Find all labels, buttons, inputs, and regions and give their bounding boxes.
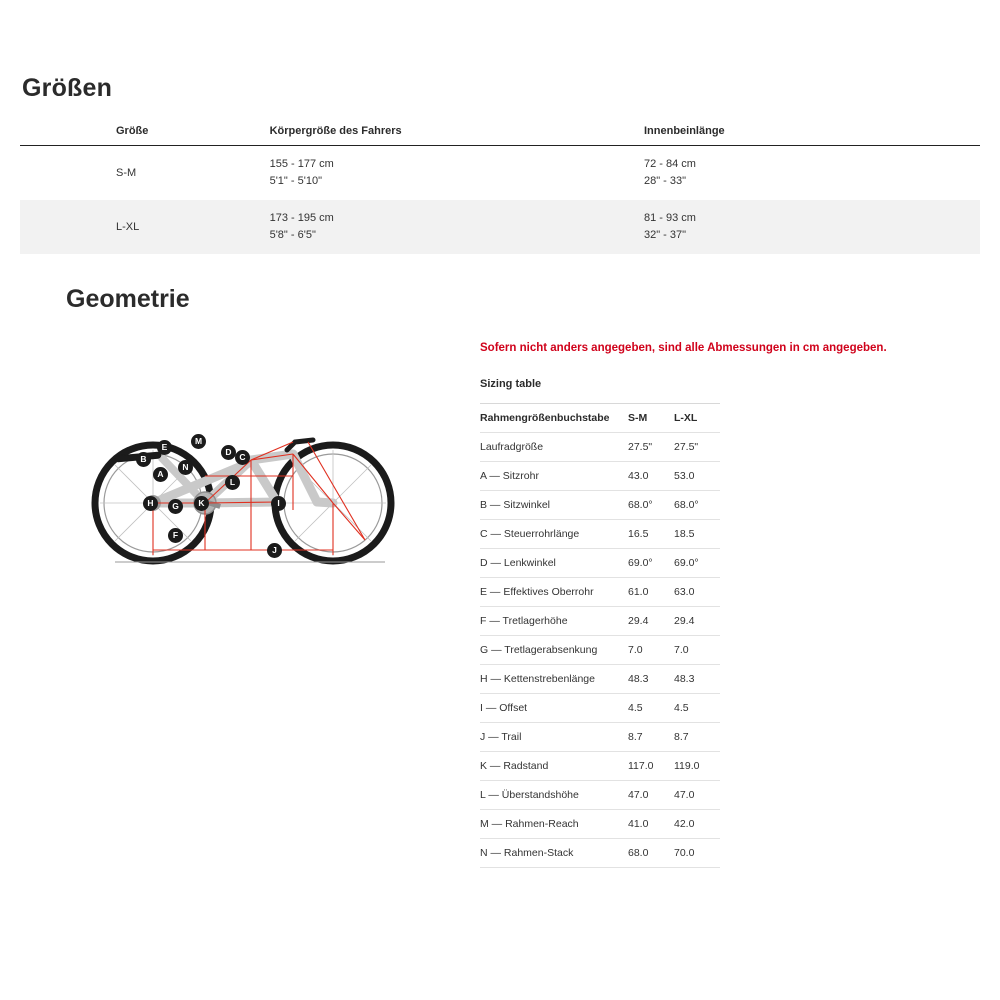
- geometry-row-lxl: 70.0: [674, 839, 720, 868]
- table-row: [480, 491, 720, 520]
- geometry-row-label: J — Trail: [480, 723, 628, 752]
- geometry-table-column: [480, 324, 980, 868]
- sizes-inseam-group: [644, 156, 980, 190]
- geometry-header-row: [480, 404, 720, 433]
- sizes-header-inseam: Innenbeinlänge: [644, 121, 980, 146]
- table-row: [480, 578, 720, 607]
- geometry-row-sm: 47.0: [628, 781, 674, 810]
- sizes-table: [20, 121, 980, 254]
- geometry-row-lxl: 68.0°: [674, 491, 720, 520]
- sizes-header-rider-height: Körpergröße des Fahrers: [270, 121, 644, 146]
- geometry-row-label: G — Tretlagerabsenkung: [480, 636, 628, 665]
- table-row: [480, 462, 720, 491]
- diagram-badge-I: I: [271, 496, 286, 511]
- table-row: [20, 200, 980, 254]
- geometry-row-lxl: 27.5": [674, 433, 720, 462]
- bike-diagram-svg: [55, 350, 455, 580]
- table-row: [480, 781, 720, 810]
- sizes-cell-inseam: [644, 146, 980, 201]
- sizes-cell-size: S-M: [116, 167, 137, 180]
- sizes-rider-height-group: [270, 156, 644, 190]
- geometry-row-lxl: 47.0: [674, 781, 720, 810]
- table-row: [480, 433, 720, 462]
- geometry-row-sm: 4.5: [628, 694, 674, 723]
- geometry-table: [480, 404, 720, 868]
- sizes-header-row: [20, 121, 980, 146]
- geometry-body: [20, 324, 980, 868]
- geometry-row-lxl: 8.7: [674, 723, 720, 752]
- diagram-badge-D: D: [221, 445, 236, 460]
- geometry-row-sm: 29.4: [628, 607, 674, 636]
- geometry-row-sm: 117.0: [628, 752, 674, 781]
- geometry-header-label: Rahmengrößenbuchstabe: [480, 404, 628, 433]
- sizes-rider-height-cm: 173 - 195 cm: [269, 212, 334, 225]
- geometry-row-label: M — Rahmen-Reach: [480, 810, 628, 839]
- table-row: [480, 810, 720, 839]
- geometry-row-label: N — Rahmen-Stack: [480, 839, 628, 868]
- diagram-badge-H: H: [143, 496, 158, 511]
- geometry-row-label: I — Offset: [480, 694, 628, 723]
- geometry-row-lxl: 4.5: [674, 694, 720, 723]
- geometry-row-label: K — Radstand: [480, 752, 628, 781]
- diagram-badge-J: J: [267, 543, 282, 558]
- geometry-table-head: [480, 404, 720, 433]
- sizing-table-caption: Sizing table: [480, 378, 720, 404]
- sizes-inseam-group: [644, 210, 980, 244]
- sizes-header-size: Größe: [20, 121, 270, 146]
- diagram-badge-F: F: [168, 528, 183, 543]
- table-row: [480, 694, 720, 723]
- geometry-header-lxl: L-XL: [674, 404, 720, 433]
- sizes-inseam-in: 32" - 37": [643, 229, 687, 242]
- diagram-badge-M: M: [191, 434, 206, 449]
- geometry-row-lxl: 7.0: [674, 636, 720, 665]
- bike-geometry-diagram: [55, 350, 455, 580]
- table-row: [480, 752, 720, 781]
- geometry-row-label: L — Überstandshöhe: [480, 781, 628, 810]
- geometry-row-sm: 7.0: [628, 636, 674, 665]
- sizes-cell-size: L-XL: [116, 221, 140, 234]
- geometry-row-label: H — Kettenstrebenlänge: [480, 665, 628, 694]
- diagram-badge-G: G: [168, 499, 183, 514]
- diagram-badge-A: A: [153, 467, 168, 482]
- geometry-row-label: D — Lenkwinkel: [480, 549, 628, 578]
- geometry-row-sm: 41.0: [628, 810, 674, 839]
- diagram-badge-B: B: [136, 452, 151, 467]
- geometry-row-lxl: 48.3: [674, 665, 720, 694]
- geometry-row-lxl: 29.4: [674, 607, 720, 636]
- sizes-table-body: [20, 146, 980, 255]
- geometry-row-sm: 68.0: [628, 839, 674, 868]
- sizes-cell-rider-height: [270, 200, 644, 254]
- geometry-row-label: F — Tretlagerhöhe: [480, 607, 628, 636]
- geometry-table-body: [480, 433, 720, 868]
- geometry-row-sm: 61.0: [628, 578, 674, 607]
- geometry-row-sm: 8.7: [628, 723, 674, 752]
- geometry-row-label: A — Sitzrohr: [480, 462, 628, 491]
- geometry-row-label: Laufradgröße: [480, 433, 628, 462]
- diagram-badge-E: E: [157, 440, 172, 455]
- sizes-inseam-cm: 81 - 93 cm: [643, 212, 696, 225]
- table-row: [480, 723, 720, 752]
- table-row: [480, 549, 720, 578]
- geometry-row-lxl: 119.0: [674, 752, 720, 781]
- sizes-cell-rider-height: [270, 146, 644, 201]
- diagram-badge-K: K: [194, 496, 209, 511]
- geometry-row-label: C — Steuerrohrlänge: [480, 520, 628, 549]
- geometry-units-note: Sofern nicht anders angegeben, sind alle Abmessungen in cm angegeben.: [480, 342, 887, 354]
- geometry-section: [20, 285, 980, 868]
- diagram-badge-L: L: [225, 475, 240, 490]
- geometry-row-sm: 48.3: [628, 665, 674, 694]
- sizes-section: [20, 74, 980, 254]
- geometry-diagram-column: [20, 324, 480, 580]
- sizes-cell-inseam: [644, 200, 980, 254]
- geometry-row-sm: 68.0°: [628, 491, 674, 520]
- sizes-rider-height-in: 5'1" - 5'10": [269, 175, 322, 188]
- diagram-badge-N: N: [178, 460, 193, 475]
- geometry-row-sm: 43.0: [628, 462, 674, 491]
- sizes-table-head: [20, 121, 980, 146]
- geometry-row-label: E — Effektives Oberrohr: [480, 578, 628, 607]
- geometry-row-lxl: 53.0: [674, 462, 720, 491]
- geometry-row-label: B — Sitzwinkel: [480, 491, 628, 520]
- geometry-row-sm: 69.0°: [628, 549, 674, 578]
- table-row: [480, 520, 720, 549]
- sizes-title: Größen: [22, 74, 113, 102]
- sizes-rider-height-group: [270, 210, 644, 244]
- geometry-title: Geometrie: [66, 285, 190, 313]
- table-row: [480, 839, 720, 868]
- geometry-row-lxl: 69.0°: [674, 549, 720, 578]
- geometry-header-sm: S-M: [628, 404, 674, 433]
- table-row: [20, 146, 980, 201]
- sizes-inseam-in: 28" - 33": [643, 175, 687, 188]
- diagram-badge-C: C: [235, 450, 250, 465]
- geometry-row-lxl: 42.0: [674, 810, 720, 839]
- geometry-row-lxl: 63.0: [674, 578, 720, 607]
- table-row: [480, 636, 720, 665]
- geometry-row-sm: 27.5": [628, 433, 674, 462]
- geometry-row-lxl: 18.5: [674, 520, 720, 549]
- sizes-rider-height-in: 5'8" - 6'5": [269, 229, 316, 242]
- table-row: [480, 607, 720, 636]
- table-row: [480, 665, 720, 694]
- geometry-row-sm: 16.5: [628, 520, 674, 549]
- sizes-rider-height-cm: 155 - 177 cm: [269, 158, 334, 170]
- sizes-inseam-cm: 72 - 84 cm: [643, 158, 696, 170]
